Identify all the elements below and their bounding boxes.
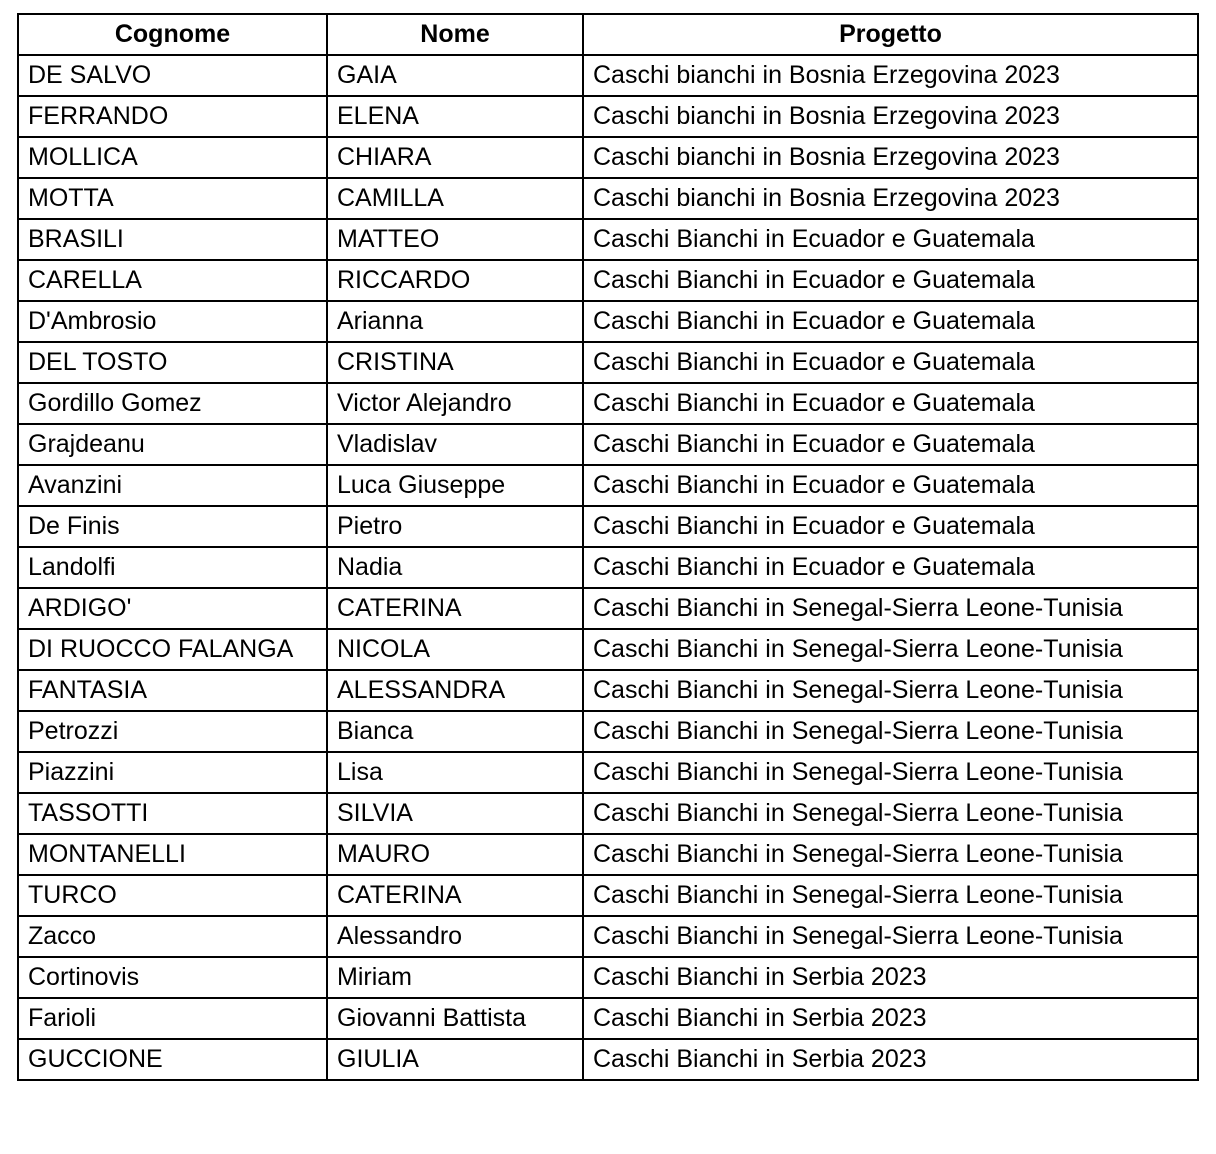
cell-cognome: MONTANELLI [18, 834, 327, 875]
cell-progetto: Caschi Bianchi in Ecuador e Guatemala [583, 547, 1198, 588]
cell-nome: GAIA [327, 55, 583, 96]
table-row [18, 711, 1198, 752]
cell-nome: Lisa [327, 752, 583, 793]
cell-cognome: D'Ambrosio [18, 301, 327, 342]
cell-cognome: Zacco [18, 916, 327, 957]
cell-nome: Alessandro [327, 916, 583, 957]
cell-cognome: MOLLICA [18, 137, 327, 178]
header-cognome: Cognome [18, 14, 327, 55]
table-row [18, 342, 1198, 383]
table-row [18, 465, 1198, 506]
cell-progetto: Caschi Bianchi in Ecuador e Guatemala [583, 260, 1198, 301]
cell-nome: RICCARDO [327, 260, 583, 301]
cell-nome: Victor Alejandro [327, 383, 583, 424]
table-row [18, 301, 1198, 342]
cell-nome: ELENA [327, 96, 583, 137]
cell-nome: Arianna [327, 301, 583, 342]
table-row [18, 998, 1198, 1039]
cell-cognome: TURCO [18, 875, 327, 916]
cell-cognome: FANTASIA [18, 670, 327, 711]
volunteer-table [17, 13, 1199, 1081]
table-row [18, 916, 1198, 957]
cell-cognome: TASSOTTI [18, 793, 327, 834]
cell-progetto: Caschi Bianchi in Senegal-Sierra Leone-Tunisia [583, 670, 1198, 711]
cell-progetto: Caschi Bianchi in Senegal-Sierra Leone-Tunisia [583, 588, 1198, 629]
cell-progetto: Caschi Bianchi in Ecuador e Guatemala [583, 383, 1198, 424]
cell-progetto: Caschi Bianchi in Senegal-Sierra Leone-Tunisia [583, 916, 1198, 957]
cell-nome: Bianca [327, 711, 583, 752]
cell-cognome: CARELLA [18, 260, 327, 301]
table-row [18, 547, 1198, 588]
table-row [18, 219, 1198, 260]
table-row [18, 752, 1198, 793]
cell-cognome: Petrozzi [18, 711, 327, 752]
cell-nome: CATERINA [327, 588, 583, 629]
table-row [18, 96, 1198, 137]
cell-nome: Miriam [327, 957, 583, 998]
cell-cognome: Avanzini [18, 465, 327, 506]
cell-progetto: Caschi Bianchi in Serbia 2023 [583, 1039, 1198, 1080]
cell-nome: Luca Giuseppe [327, 465, 583, 506]
cell-nome: CHIARA [327, 137, 583, 178]
table-row [18, 629, 1198, 670]
cell-progetto: Caschi Bianchi in Ecuador e Guatemala [583, 301, 1198, 342]
table-row [18, 506, 1198, 547]
cell-progetto: Caschi Bianchi in Serbia 2023 [583, 957, 1198, 998]
cell-nome: Giovanni Battista [327, 998, 583, 1039]
header-progetto: Progetto [583, 14, 1198, 55]
cell-nome: Pietro [327, 506, 583, 547]
cell-progetto: Caschi Bianchi in Ecuador e Guatemala [583, 465, 1198, 506]
table-row [18, 875, 1198, 916]
table-row [18, 588, 1198, 629]
table-row [18, 957, 1198, 998]
cell-cognome: DEL TOSTO [18, 342, 327, 383]
cell-cognome: DI RUOCCO FALANGA [18, 629, 327, 670]
table-row [18, 55, 1198, 96]
cell-nome: CAMILLA [327, 178, 583, 219]
cell-progetto: Caschi Bianchi in Ecuador e Guatemala [583, 506, 1198, 547]
cell-cognome: De Finis [18, 506, 327, 547]
table-row [18, 424, 1198, 465]
cell-cognome: MOTTA [18, 178, 327, 219]
table-row [18, 137, 1198, 178]
cell-cognome: ARDIGO' [18, 588, 327, 629]
cell-progetto: Caschi bianchi in Bosnia Erzegovina 2023 [583, 96, 1198, 137]
cell-nome: ALESSANDRA [327, 670, 583, 711]
cell-progetto: Caschi bianchi in Bosnia Erzegovina 2023 [583, 55, 1198, 96]
cell-progetto: Caschi Bianchi in Senegal-Sierra Leone-Tunisia [583, 875, 1198, 916]
table-row [18, 834, 1198, 875]
cell-progetto: Caschi Bianchi in Senegal-Sierra Leone-Tunisia [583, 629, 1198, 670]
cell-progetto: Caschi Bianchi in Senegal-Sierra Leone-Tunisia [583, 752, 1198, 793]
cell-nome: CRISTINA [327, 342, 583, 383]
cell-cognome: Cortinovis [18, 957, 327, 998]
cell-cognome: BRASILI [18, 219, 327, 260]
cell-progetto: Caschi Bianchi in Senegal-Sierra Leone-Tunisia [583, 711, 1198, 752]
table-row [18, 383, 1198, 424]
cell-progetto: Caschi Bianchi in Senegal-Sierra Leone-Tunisia [583, 834, 1198, 875]
cell-nome: Vladislav [327, 424, 583, 465]
cell-progetto: Caschi bianchi in Bosnia Erzegovina 2023 [583, 178, 1198, 219]
cell-nome: NICOLA [327, 629, 583, 670]
cell-nome: CATERINA [327, 875, 583, 916]
cell-cognome: FERRANDO [18, 96, 327, 137]
cell-progetto: Caschi Bianchi in Ecuador e Guatemala [583, 219, 1198, 260]
table-row [18, 793, 1198, 834]
table-row [18, 178, 1198, 219]
table-row [18, 1039, 1198, 1080]
cell-nome: GIULIA [327, 1039, 583, 1080]
cell-nome: MATTEO [327, 219, 583, 260]
table-body [18, 55, 1198, 1080]
cell-cognome: Piazzini [18, 752, 327, 793]
cell-cognome: Farioli [18, 998, 327, 1039]
cell-progetto: Caschi Bianchi in Senegal-Sierra Leone-Tunisia [583, 793, 1198, 834]
cell-nome: Nadia [327, 547, 583, 588]
cell-progetto: Caschi bianchi in Bosnia Erzegovina 2023 [583, 137, 1198, 178]
cell-progetto: Caschi Bianchi in Ecuador e Guatemala [583, 342, 1198, 383]
cell-progetto: Caschi Bianchi in Serbia 2023 [583, 998, 1198, 1039]
cell-cognome: Grajdeanu [18, 424, 327, 465]
cell-nome: MAURO [327, 834, 583, 875]
table-header-row [18, 14, 1198, 55]
cell-cognome: Landolfi [18, 547, 327, 588]
table-row [18, 670, 1198, 711]
cell-nome: SILVIA [327, 793, 583, 834]
table-row [18, 260, 1198, 301]
cell-cognome: DE SALVO [18, 55, 327, 96]
cell-cognome: Gordillo Gomez [18, 383, 327, 424]
cell-cognome: GUCCIONE [18, 1039, 327, 1080]
cell-progetto: Caschi Bianchi in Ecuador e Guatemala [583, 424, 1198, 465]
header-nome: Nome [327, 14, 583, 55]
